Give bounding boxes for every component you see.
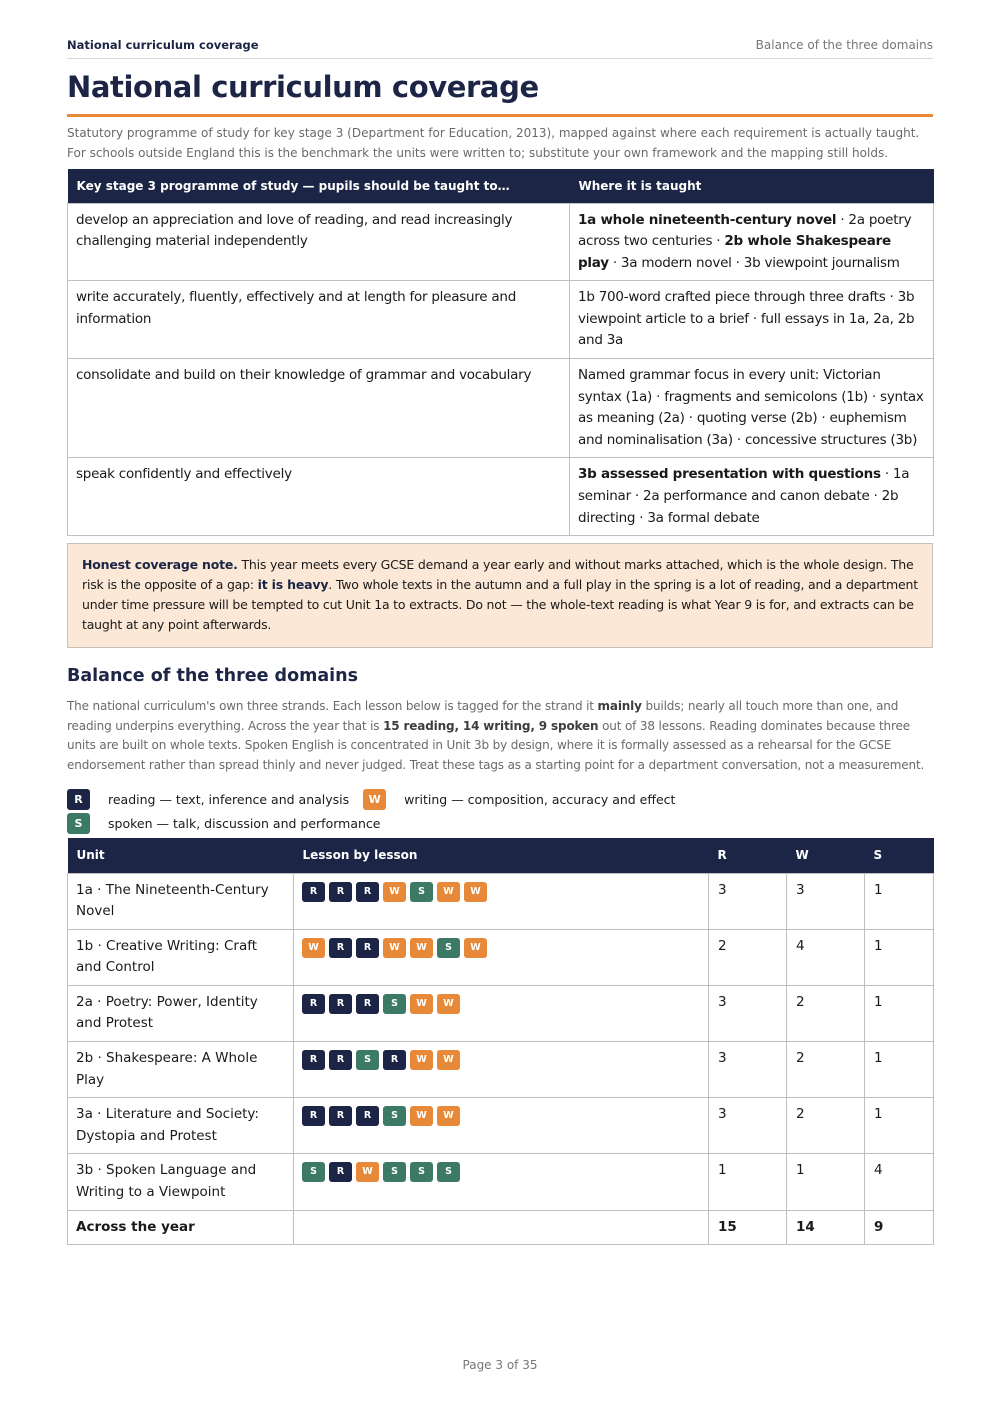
lesson-tag-w: W — [410, 1050, 433, 1070]
balance-emphasis: mainly — [597, 699, 642, 713]
lesson-tag-s: S — [302, 1162, 325, 1182]
running-header — [67, 38, 933, 59]
requirement-cell: consolidate and build on their knowledge of grammar and vocabulary — [68, 359, 570, 458]
where-taught-cell — [570, 281, 934, 359]
where-taught-text: 1b 700-word crafted piece through three drafts · 3b viewpoint article to a brief · full essays in 1a, 2a, 2b and 3a — [578, 289, 915, 349]
lesson-tag-r: R — [329, 1162, 352, 1182]
lesson-tag-r: R — [329, 1106, 352, 1126]
coverage-row — [68, 458, 934, 536]
where-taught-emphasis: 1a whole nineteenth-century novel — [578, 211, 837, 228]
lesson-tag-w: W — [437, 994, 460, 1014]
count-w-cell: 1 — [787, 1154, 865, 1210]
requirement-cell: speak confidently and effectively — [68, 458, 570, 536]
requirement-cell: write accurately, fluently, effectively and at length for pleasure and information — [68, 281, 570, 359]
unit-row — [68, 1042, 934, 1098]
total-row — [68, 1210, 934, 1245]
lesson-tag-w: W — [464, 882, 487, 902]
lesson-tag-r: R — [356, 994, 379, 1014]
count-r-cell: 3 — [709, 985, 787, 1041]
unit-row — [68, 873, 934, 929]
count-s-cell: 1 — [865, 1098, 934, 1154]
lesson-tag-s: S — [437, 938, 460, 958]
count-w-cell: 2 — [787, 1098, 865, 1154]
count-s-cell: 1 — [865, 985, 934, 1041]
where-taught-text: · 1a seminar · 2a performance and canon debate · 2b directing · 3a formal debate — [578, 466, 910, 526]
lesson-tag-s: S — [410, 882, 433, 902]
balance-header-r: R — [709, 838, 787, 873]
coverage-row — [68, 359, 934, 458]
coverage-header-requirement: Key stage 3 programme of study — pupils should be taught to… — [68, 169, 570, 203]
count-s-cell: 4 — [865, 1154, 934, 1210]
unit-name-cell: 1a · The Nineteenth-Century Novel — [68, 873, 294, 929]
balance-text: builds; nearly all touch more than one, and reading underpins everything. Across the year that is — [67, 699, 899, 733]
where-taught-emphasis: 2b whole Shakespeare play — [578, 233, 891, 271]
lesson-strip-cell — [294, 985, 709, 1041]
legend-item — [67, 787, 349, 811]
where-taught-emphasis: 3b assessed presentation with questions — [578, 466, 881, 483]
unit-name-cell: 2a · Poetry: Power, Identity and Protest — [68, 985, 294, 1041]
lesson-strip-cell — [294, 929, 709, 985]
legend-chip-r: R — [67, 789, 90, 810]
count-r-cell: 3 — [709, 1042, 787, 1098]
lesson-tag-r: R — [329, 1050, 352, 1070]
balance-header-s: S — [865, 838, 934, 873]
lesson-strip-cell — [294, 1154, 709, 1210]
lesson-tag-s: S — [383, 1162, 406, 1182]
balance-emphasis: 15 reading, 14 writing, 9 spoken — [383, 718, 599, 733]
total-r-cell: 15 — [709, 1210, 787, 1245]
balance-table-header — [68, 838, 934, 873]
coverage-row — [68, 203, 934, 281]
count-w-cell: 3 — [787, 873, 865, 929]
coverage-table — [67, 169, 934, 536]
lesson-tag-r: R — [356, 1106, 379, 1126]
lesson-tag-w: W — [383, 882, 406, 902]
where-taught-cell — [570, 359, 934, 458]
running-header-title: National curriculum coverage — [67, 38, 259, 52]
balance-text: out of 38 lessons. Reading dominates because three units are built on whole texts. Spoken English is concentrated in Unit 3b by design, where it is formally assessed as a rehearsal for the GCSE endorsement rather than spread thinly and never judged. Treat these tags as a starting point for a department conversation, not a measurement. — [67, 718, 925, 772]
lesson-tag-w: W — [410, 1106, 433, 1126]
unit-name-cell: 3a · Literature and Society: Dystopia and Protest — [68, 1098, 294, 1154]
legend-label: reading — text, inference and analysis — [108, 792, 350, 807]
page-number: Page 3 of 35 — [462, 1358, 538, 1372]
legend-item — [363, 787, 675, 811]
lesson-tag-w: W — [437, 1050, 460, 1070]
lesson-tag-s: S — [383, 994, 406, 1014]
note-text-1: This year meets every GCSE demand a year early and without marks attached, which is the whole design. The risk is the opposite of a gap: — [82, 557, 914, 592]
count-w-cell: 2 — [787, 985, 865, 1041]
lesson-tag-r: R — [356, 882, 379, 902]
coverage-note — [67, 543, 933, 648]
coverage-row — [68, 281, 934, 359]
count-r-cell: 2 — [709, 929, 787, 985]
where-taught-text: · 3a modern novel · 3b viewpoint journalism — [608, 254, 900, 271]
balance-table — [67, 838, 934, 1245]
lesson-tag-s: S — [410, 1162, 433, 1182]
unit-row — [68, 929, 934, 985]
balance-header-w: W — [787, 838, 865, 873]
lesson-tag-w: W — [464, 938, 487, 958]
where-taught-cell — [570, 203, 934, 281]
total-label-cell: Across the year — [68, 1210, 294, 1245]
lesson-tag-r: R — [329, 938, 352, 958]
lesson-tag-r: R — [383, 1050, 406, 1070]
count-s-cell: 1 — [865, 1042, 934, 1098]
note-highlight: it is heavy — [257, 577, 329, 592]
count-r-cell: 3 — [709, 1098, 787, 1154]
strand-legend — [67, 787, 933, 835]
coverage-table-header — [68, 169, 934, 203]
total-w-cell: 14 — [787, 1210, 865, 1245]
intro-paragraph: Statutory programme of study for key stage 3 (Department for Education, 2013), mapped against where each requirement is actually taught. For schools outside England this is the benchmark the units were written to; substitute your own framework and the mapping still holds. — [67, 126, 920, 160]
total-s-cell: 9 — [865, 1210, 934, 1245]
count-s-cell: 1 — [865, 929, 934, 985]
total-empty-cell — [294, 1210, 709, 1245]
lesson-tag-r: R — [302, 994, 325, 1014]
unit-name-cell: 3b · Spoken Language and Writing to a Viewpoint — [68, 1154, 294, 1210]
balance-header-lessons: Lesson by lesson — [294, 838, 709, 873]
legend-item — [67, 811, 380, 835]
unit-row — [68, 1154, 934, 1210]
unit-row — [68, 1098, 934, 1154]
title-rule — [67, 114, 933, 117]
where-taught-text: Named grammar focus in every unit: Victorian syntax (1a) · fragments and semicolons (1b) · syntax as meaning (2a) · quoting verse (2b) · euphemism and nominalisation (3a) · concessive structures (3b) — [578, 367, 924, 448]
lesson-tag-s: S — [437, 1162, 460, 1182]
lesson-tag-r: R — [329, 994, 352, 1014]
requirement-cell: develop an appreciation and love of reading, and read increasingly challenging material independently — [68, 203, 570, 281]
balance-paragraph — [67, 697, 933, 775]
count-s-cell: 1 — [865, 873, 934, 929]
legend-label: writing — composition, accuracy and effect — [404, 792, 676, 807]
where-taught-cell — [570, 458, 934, 536]
lesson-tag-w: W — [437, 1106, 460, 1126]
lesson-strip-cell — [294, 873, 709, 929]
note-text-2: . Two whole texts in the autumn and a full play in the spring is a lot of reading, and a department under time pressure will be tempted to cut Unit 1a to extracts. Do not — the whole-text reading is what Year 9 is for, and extracts can be taught at any point afterwards. — [82, 577, 918, 632]
count-r-cell: 1 — [709, 1154, 787, 1210]
unit-name-cell: 2b · Shakespeare: A Whole Play — [68, 1042, 294, 1098]
count-r-cell: 3 — [709, 873, 787, 929]
legend-chip-s: S — [67, 813, 90, 834]
lesson-tag-r: R — [302, 882, 325, 902]
count-w-cell: 2 — [787, 1042, 865, 1098]
unit-name-cell: 1b · Creative Writing: Craft and Control — [68, 929, 294, 985]
note-lead: Honest coverage note. — [82, 557, 238, 572]
unit-row — [68, 985, 934, 1041]
balance-heading: Balance of the three domains — [67, 666, 359, 686]
count-w-cell: 4 — [787, 929, 865, 985]
lesson-tag-w: W — [302, 938, 325, 958]
page-title: National curriculum coverage — [67, 70, 539, 104]
balance-text: The national curriculum's own three strands. Each lesson below is tagged for the strand it — [67, 699, 598, 713]
lesson-tag-r: R — [329, 882, 352, 902]
coverage-header-where: Where it is taught — [570, 169, 934, 203]
lesson-tag-r: R — [356, 938, 379, 958]
balance-header-unit: Unit — [68, 838, 294, 873]
legend-label: spoken — talk, discussion and performance — [108, 816, 381, 831]
lesson-tag-w: W — [356, 1162, 379, 1182]
lesson-tag-w: W — [437, 882, 460, 902]
lesson-tag-w: W — [410, 938, 433, 958]
lesson-tag-w: W — [410, 994, 433, 1014]
lesson-tag-r: R — [302, 1050, 325, 1070]
lesson-strip-cell — [294, 1098, 709, 1154]
running-header-section: Balance of the three domains — [755, 38, 933, 52]
legend-chip-w: W — [363, 789, 386, 810]
lesson-tag-w: W — [383, 938, 406, 958]
lesson-tag-s: S — [356, 1050, 379, 1070]
lesson-strip-cell — [294, 1042, 709, 1098]
where-taught-text: · 2a poetry across two centuries · — [578, 211, 912, 250]
lesson-tag-s: S — [383, 1106, 406, 1126]
lesson-tag-r: R — [302, 1106, 325, 1126]
